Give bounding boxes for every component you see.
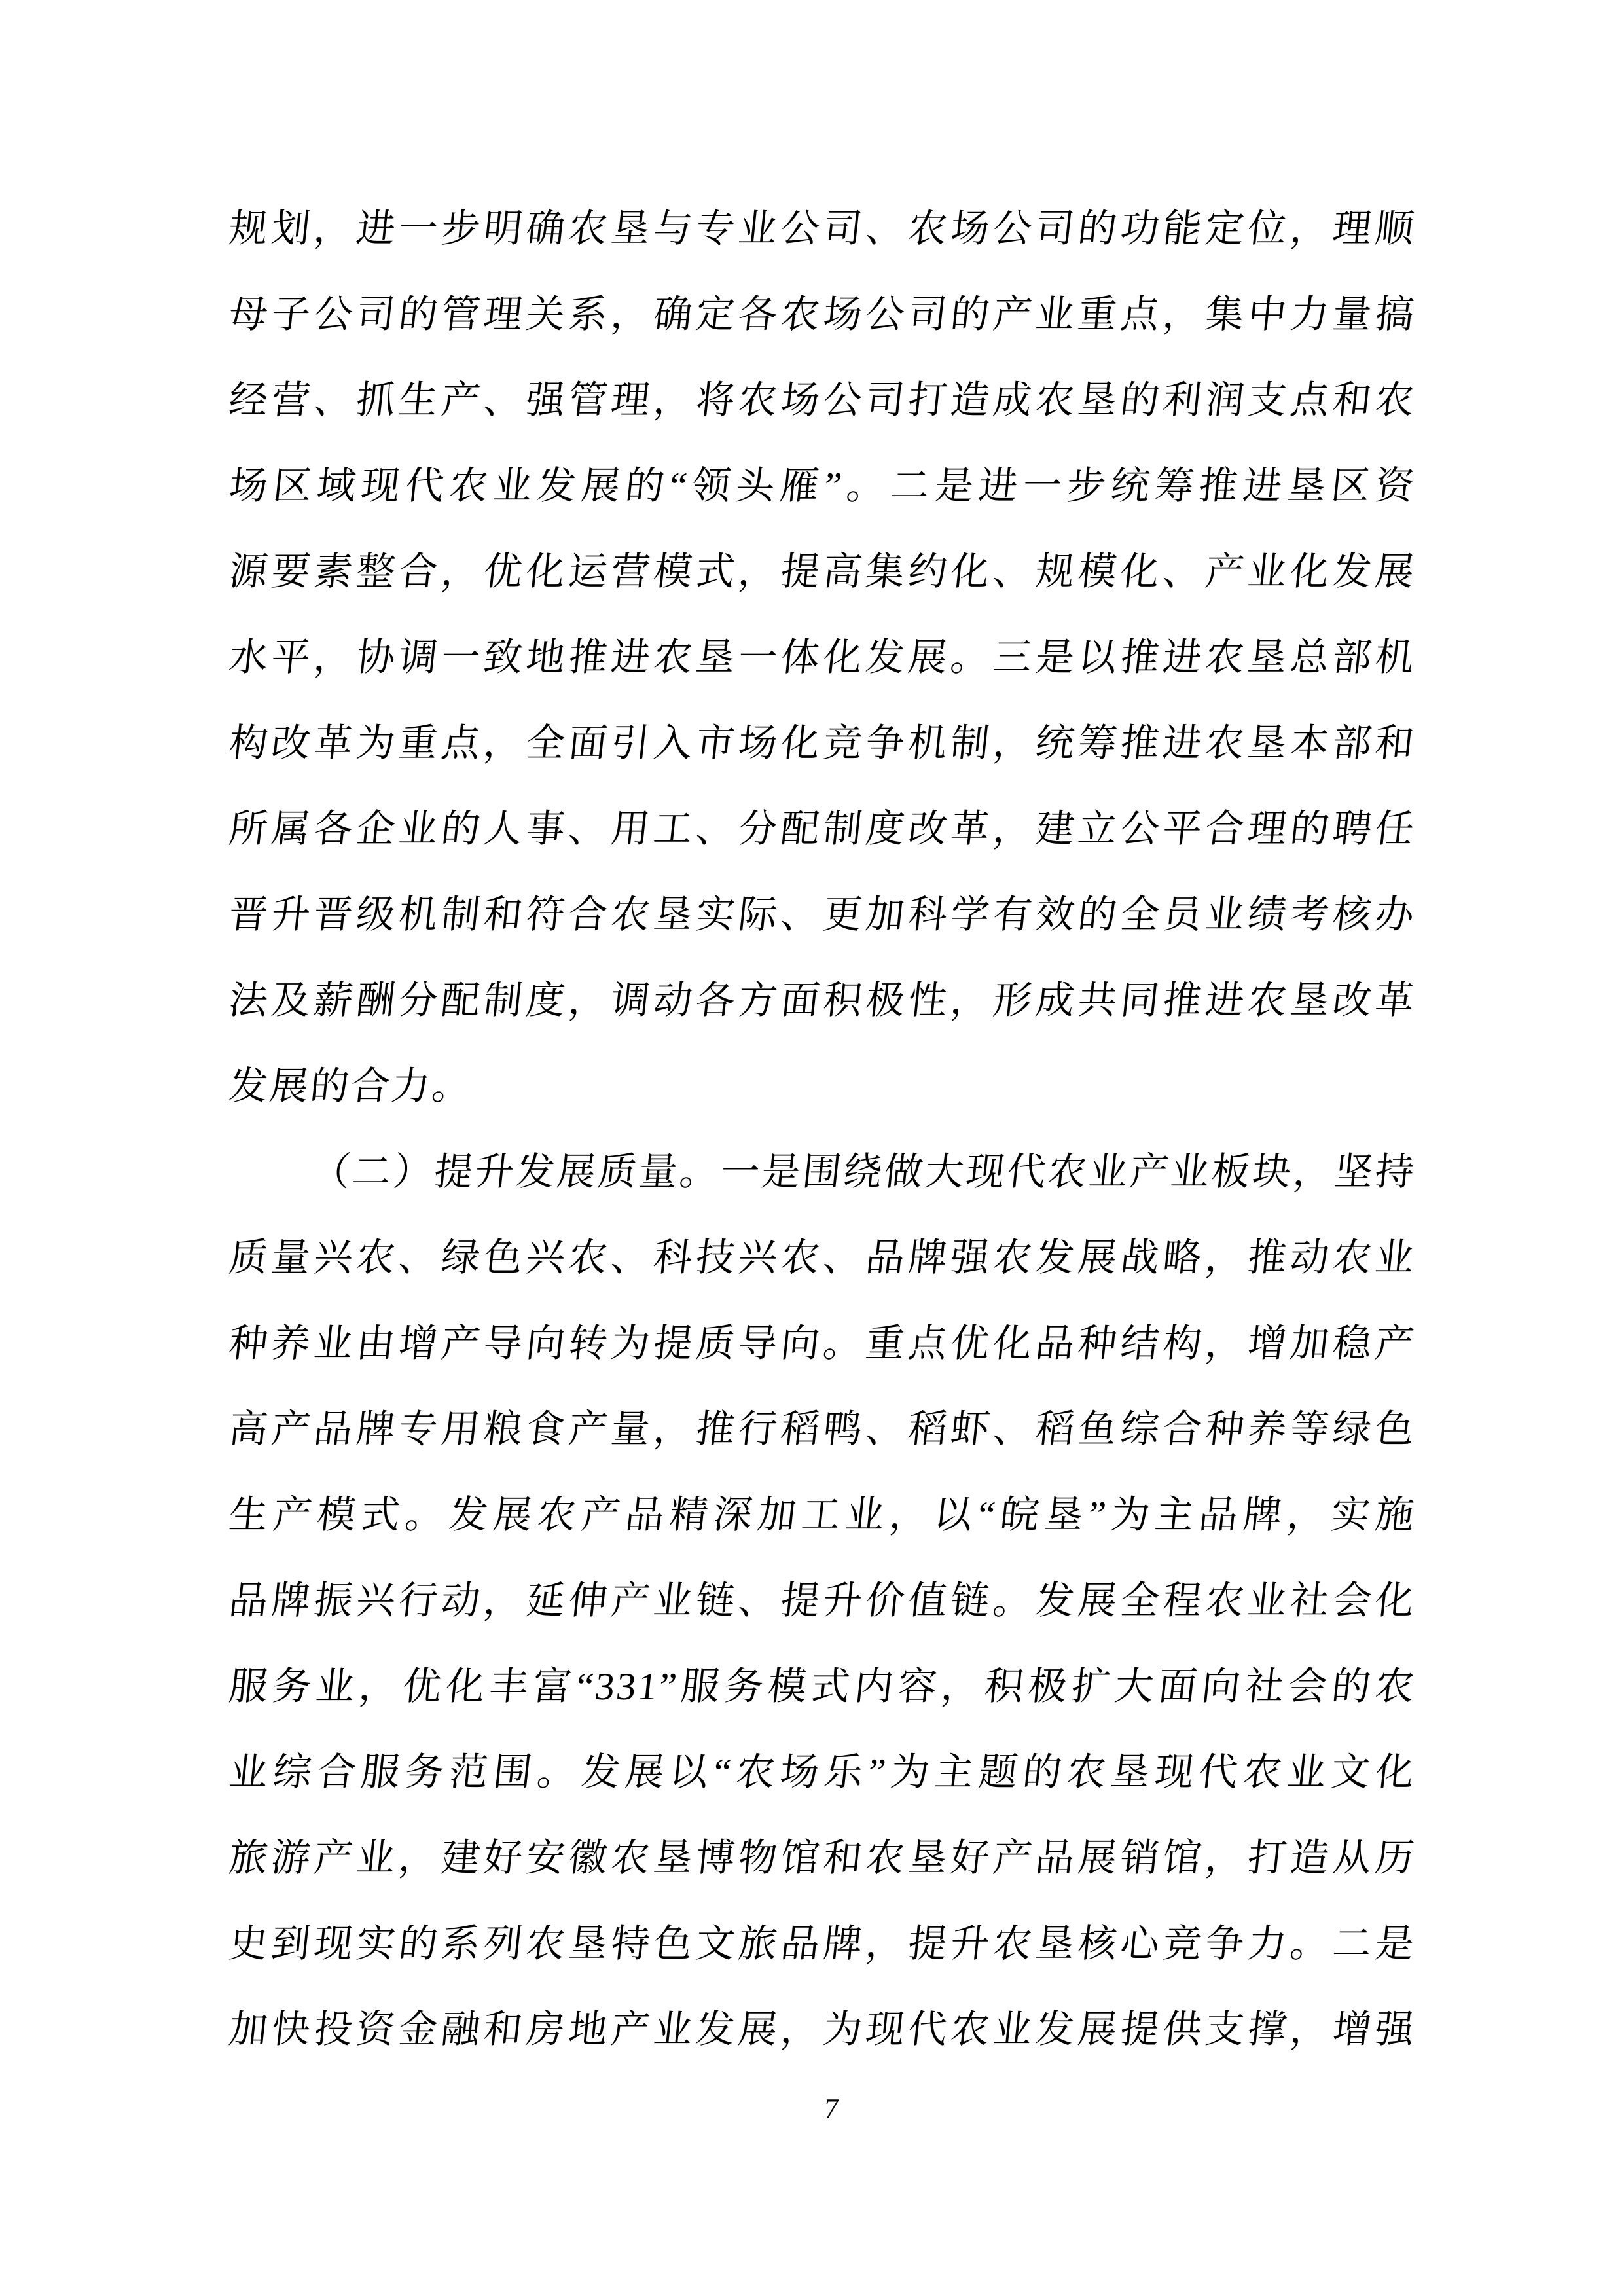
text-line: 质量兴农、绿色兴农、科技兴农、品牌强农发展战略，推动农业	[226, 1236, 1418, 1279]
text-line: 生产模式。发展农产品精深加工业，以“皖垦”为主品牌，实施	[226, 1493, 1418, 1536]
text-line: 服务业，优化丰富“331”服务模式内容，积极扩大面向社会的农	[226, 1665, 1418, 1708]
text-line: 加快投资金融和房地产业发展，为现代农业发展提供支撑，增强	[226, 2008, 1418, 2051]
text-line: 史到现实的系列农垦特色文旅品牌，提升农垦核心竞争力。二是	[226, 1922, 1418, 1965]
text-line: 高产品牌专用粮食产量，推行稻鸭、稻虾、稻鱼综合种养等绿色	[226, 1407, 1418, 1451]
text-line-paragraph-start: （二）提升发展质量。一是围绕做大现代农业产业板块，坚持	[309, 1150, 1418, 1193]
text-line: 构改革为重点，全面引入市场化竞争机制，统筹推进农垦本部和	[226, 721, 1418, 765]
text-line: 旅游产业，建好安徽农垦博物馆和农垦好产品展销馆，打造从历	[226, 1836, 1418, 1879]
text-line: 所属各企业的人事、用工、分配制度改革，建立公平合理的聘任	[226, 807, 1418, 850]
page-number: 7	[822, 2093, 840, 2125]
text-line: 母子公司的管理关系，确定各农场公司的产业重点，集中力量搞	[226, 293, 1418, 336]
text-line: 法及薪酬分配制度，调动各方面积极性，形成共同推进农垦改革	[226, 979, 1418, 1022]
text-line: 场区域现代农业发展的“领头雁”。二是进一步统筹推进垦区资	[226, 464, 1418, 507]
text-line: 源要素整合，优化运营模式，提高集约化、规模化、产业化发展	[226, 550, 1418, 593]
text-line: 规划，进一步明确农垦与专业公司、农场公司的功能定位，理顺	[226, 207, 1418, 250]
body-text-block	[226, 186, 1418, 2072]
text-line-paragraph-end: 发展的合力。	[226, 1064, 475, 1108]
text-line: 品牌振兴行动，延伸产业链、提升价值链。发展全程农业社会化	[226, 1579, 1418, 1622]
text-line: 经营、抓生产、强管理，将农场公司打造成农垦的利润支点和农	[226, 378, 1418, 422]
text-line: 水平，协调一致地推进农垦一体化发展。三是以推进农垦总部机	[226, 636, 1418, 679]
text-line: 晋升晋级机制和符合农垦实际、更加科学有效的全员业绩考核办	[226, 893, 1418, 936]
text-line: 种养业由增产导向转为提质导向。重点优化品种结构，增加稳产	[226, 1322, 1418, 1365]
text-line: 业综合服务范围。发展以“农场乐”为主题的农垦现代农业文化	[226, 1750, 1418, 1794]
